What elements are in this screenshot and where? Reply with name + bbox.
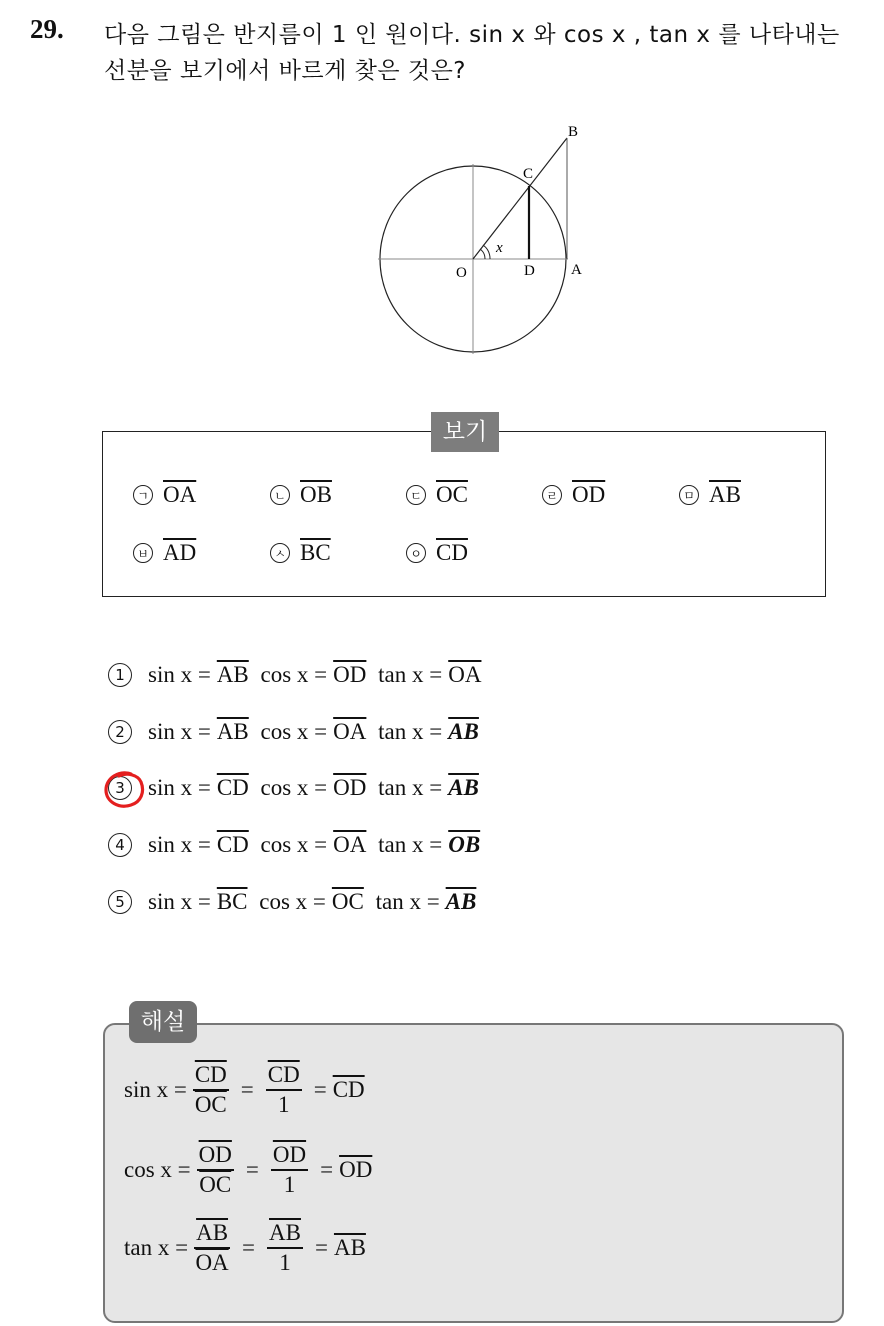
tan-label: tan x =	[378, 719, 443, 744]
answer-option-1[interactable]	[108, 662, 487, 688]
label-A: A	[571, 262, 582, 278]
fraction-bar	[271, 1169, 308, 1171]
bogi-item	[406, 482, 468, 508]
numerator: $\overline{CD}$	[194, 1062, 227, 1087]
cos-label: cos x =	[260, 662, 328, 687]
option-number: 3	[108, 776, 132, 800]
bogi-box	[102, 431, 826, 597]
sin-segment: $\overline{AB}$	[216, 719, 249, 744]
bogi-segment: $\overline{AD}$	[163, 540, 197, 565]
sol-result: $\overline{CD}$	[332, 1077, 365, 1103]
tan-label: tan x =	[378, 832, 443, 857]
option-number: 1	[108, 663, 132, 687]
denominator: 1	[283, 1171, 296, 1197]
option-number: 4	[108, 833, 132, 857]
answer-mark-circle	[101, 768, 151, 812]
sin-label: sin x =	[148, 662, 211, 687]
solution-title: 해설	[129, 1001, 197, 1043]
fraction	[266, 1062, 302, 1118]
bogi-marker: ㄷ	[406, 485, 426, 505]
bogi-item	[133, 482, 196, 508]
bogi-segment: $\overline{OD}$	[572, 482, 606, 507]
label-x: x	[496, 240, 503, 256]
cos-segment: $\overline{OD}$	[333, 775, 367, 800]
fraction	[197, 1142, 234, 1198]
sin-segment: $\overline{CD}$	[216, 775, 249, 800]
denominator: 1	[279, 1249, 291, 1275]
cos-segment: $\overline{OA}$	[333, 719, 367, 744]
sol-lhs: cos x =	[124, 1157, 191, 1183]
angle-arc	[480, 249, 485, 259]
tan-segment: $\overline{OB}$	[448, 832, 481, 857]
tan-segment: $\overline{AB}$	[445, 889, 477, 914]
numerator: $\overline{CD}$	[267, 1062, 300, 1087]
bogi-marker: ㅅ	[270, 543, 290, 563]
label-B: B	[568, 124, 579, 140]
denominator: 1	[277, 1091, 290, 1117]
cos-label: cos x =	[259, 889, 326, 914]
solution-row-cos	[124, 1142, 372, 1198]
solution-row-tan	[124, 1220, 366, 1276]
sin-label: sin x =	[148, 775, 211, 800]
bogi-segment: $\overline{OC}$	[436, 482, 468, 507]
tan-segment: $\overline{OA}$	[448, 662, 482, 687]
bogi-segment: $\overline{OB}$	[300, 482, 332, 507]
bogi-item	[133, 540, 196, 566]
numerator: $\overline{AB}$	[196, 1220, 229, 1245]
cos-segment: $\overline{OC}$	[331, 889, 364, 914]
fraction-bar	[194, 1247, 230, 1249]
sol-result: $\overline{AB}$	[333, 1235, 366, 1261]
tan-segment: $\overline{AB}$	[448, 719, 479, 744]
answer-option-5[interactable]	[108, 889, 482, 915]
denominator: OC	[194, 1091, 227, 1117]
sol-lhs: tan x =	[124, 1235, 189, 1261]
numerator: $\overline{OD}$	[272, 1142, 307, 1167]
fraction	[267, 1220, 303, 1276]
bogi-item	[542, 482, 605, 508]
numerator: $\overline{OD}$	[198, 1142, 232, 1167]
label-D: D	[524, 263, 535, 279]
bogi-segment: $\overline{OA}$	[163, 482, 197, 507]
bogi-item	[406, 540, 468, 566]
answer-option-4[interactable]	[108, 832, 486, 858]
sin-label: sin x =	[148, 719, 211, 744]
equals-sign: =	[314, 1235, 328, 1261]
bogi-title: 보기	[431, 412, 499, 452]
question-text-line1: 다음 그림은 반지름이 1 인 원이다. sin x 와 cos x , tan x 를 나타내는	[104, 22, 840, 48]
tan-label: tan x =	[375, 889, 440, 914]
bogi-marker: ㄱ	[133, 485, 153, 505]
fraction	[194, 1220, 230, 1276]
option-number: 5	[108, 890, 132, 914]
bogi-item	[270, 482, 332, 508]
bogi-marker: ㅁ	[679, 485, 699, 505]
fraction	[193, 1062, 229, 1118]
bogi-marker: ㅂ	[133, 543, 153, 563]
question-text-line2: 선분을 보기에서 바르게 찾은 것은?	[104, 58, 467, 84]
fraction-bar	[267, 1247, 303, 1249]
sol-result: $\overline{OD}$	[339, 1157, 373, 1183]
sin-segment: $\overline{BC}$	[216, 889, 248, 914]
bogi-marker: ㄹ	[542, 485, 562, 505]
fraction-bar	[197, 1169, 234, 1171]
cos-label: cos x =	[260, 775, 328, 800]
answer-option-3[interactable]	[108, 775, 485, 801]
option-number: 2	[108, 720, 132, 744]
fraction-bar	[266, 1089, 302, 1091]
bogi-item	[270, 540, 331, 566]
equals-sign: =	[242, 1235, 256, 1261]
bogi-marker: ㅇ	[406, 543, 426, 563]
tan-label: tan x =	[378, 662, 443, 687]
question-number: 29.	[30, 14, 64, 44]
sin-segment: $\overline{AB}$	[216, 662, 249, 687]
cos-label: cos x =	[260, 719, 328, 744]
denominator: OA	[195, 1249, 229, 1275]
tan-label: tan x =	[378, 775, 443, 800]
label-C: C	[523, 166, 534, 182]
bogi-marker: ㄴ	[270, 485, 290, 505]
cos-segment: $\overline{OA}$	[333, 832, 367, 857]
numerator: $\overline{AB}$	[269, 1220, 301, 1245]
label-O: O	[456, 265, 467, 281]
angle-arc-outer	[483, 245, 490, 259]
denominator: OC	[199, 1171, 232, 1197]
cos-segment: $\overline{OD}$	[333, 662, 367, 687]
bogi-segment: $\overline{AB}$	[709, 482, 741, 507]
equals-sign: =	[320, 1157, 334, 1183]
equals-sign: =	[240, 1077, 254, 1103]
segment-OB	[473, 138, 567, 259]
bogi-segment: $\overline{CD}$	[436, 540, 468, 565]
equals-sign: =	[245, 1157, 259, 1183]
solution-row-sin	[124, 1062, 365, 1118]
equals-sign: =	[313, 1077, 327, 1103]
sol-lhs: sin x =	[124, 1077, 187, 1103]
unit-circle-figure	[372, 118, 602, 368]
bogi-item	[679, 482, 741, 508]
bogi-segment: $\overline{BC}$	[300, 540, 331, 565]
fraction-bar	[193, 1089, 229, 1091]
answer-option-2[interactable]	[108, 719, 485, 745]
fraction	[271, 1142, 308, 1198]
cos-label: cos x =	[260, 832, 328, 857]
sin-segment: $\overline{CD}$	[216, 832, 249, 857]
sin-label: sin x =	[148, 832, 211, 857]
sin-label: sin x =	[148, 889, 211, 914]
tan-segment: $\overline{AB}$	[448, 775, 479, 800]
